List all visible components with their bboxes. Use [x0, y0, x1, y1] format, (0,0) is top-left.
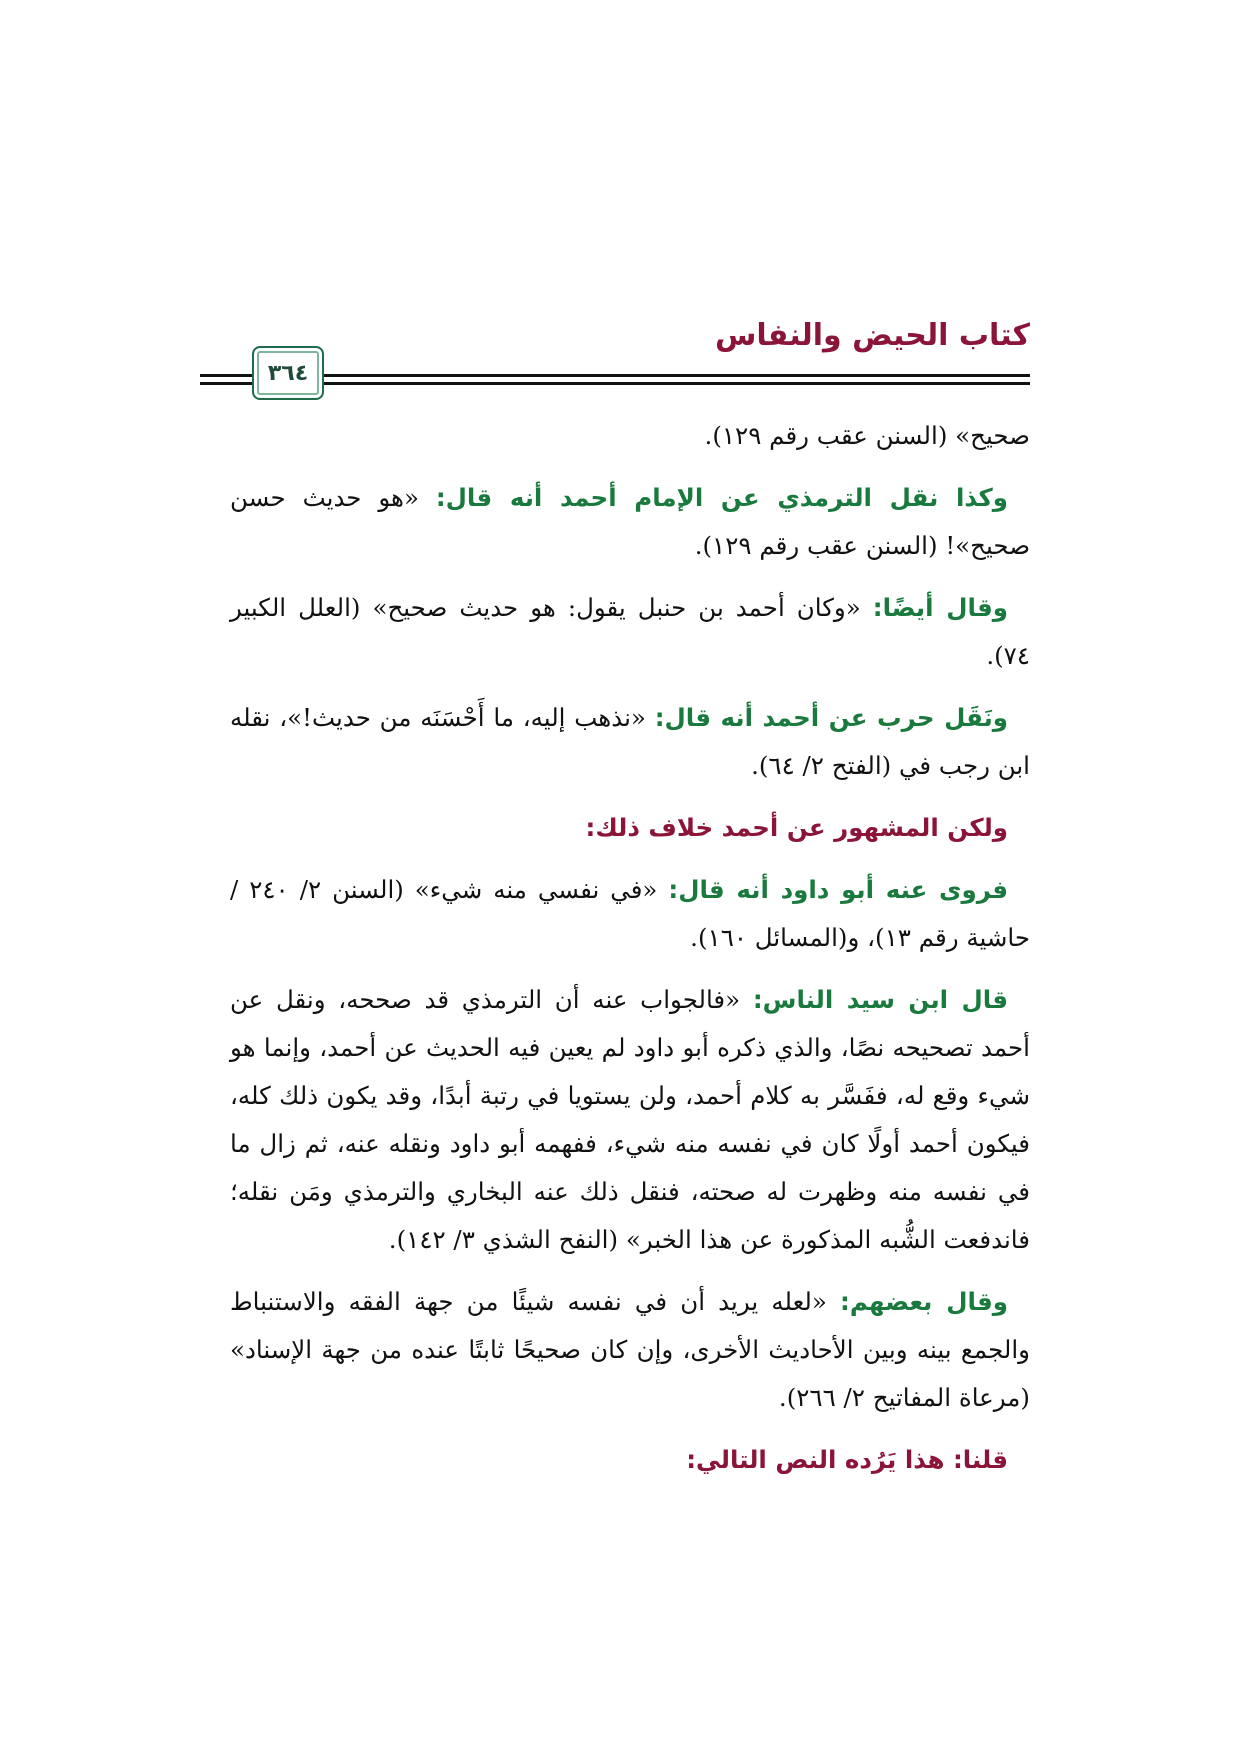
paragraph-text: «فالجواب عنه أن الترمذي قد صححه، ونقل عن أحمد تصحيحه نصًا، والذي ذكره أبو داود لم يعين فيه الحديث عن أحمد، وإنما هو شيء وقع له، ففَسَّر به كلام أحمد، ولن يستويا في رتبة أبدًا، وقد يكون ذلك كله، فيكون أحمد أولًا كان في نفسه منه شيء، ففهمه أبو داود ونقله عنه، ثم زال ما في نفسه منه وظهرت له صحته، فنقل ذلك عنه البخاري والترمذي ومَن نقله؛ فاندفعت الشُّبه المذكورة عن هذا الخبر» (النفح الشذي ٣/ ١٤٢).	[230, 985, 1030, 1254]
paragraph-lead: وقال بعضهم:	[840, 1287, 1008, 1316]
header-rule	[200, 382, 1030, 385]
paragraph-lead: فروى عنه أبو داود أنه قال:	[668, 875, 1009, 904]
paragraph	[230, 866, 1030, 962]
paragraph-text: «في نفسي منه شيء» (السنن ٢/ ٢٤٠ / حاشية رقم ١٣)، و(المسائل ١٦٠).	[230, 875, 1030, 952]
paragraph-text: «لعله يريد أن في نفسه شيئًا من جهة الفقه والاستنباط والجمع بينه وبين الأحاديث الأخرى، وإن كان صحيحًا ثابتًا عنده من جهة الإسناد» (مرعاة المفاتيح ٢/ ٢٦٦).	[230, 1287, 1030, 1412]
section-heading: ولكن المشهور عن أحمد خلاف ذلك:	[585, 813, 1008, 842]
paragraph-lead: قال ابن سيد الناس:	[752, 985, 1009, 1014]
running-title: كتاب الحيض والنفاس	[714, 318, 1030, 353]
paragraph-text: صحيح» (السنن عقب رقم ١٢٩).	[704, 421, 1030, 450]
paragraph	[230, 1278, 1030, 1422]
paragraph-text: «هو حديث حسن صحيح»! (السنن عقب رقم ١٢٩).	[230, 483, 1030, 560]
page-header	[200, 318, 1030, 390]
page-number: ٣٦٤	[267, 360, 309, 386]
page-body	[230, 412, 1030, 1498]
paragraph	[230, 976, 1030, 1264]
paragraph-text: «نذهب إليه، ما أَحْسَنَه من حديث!»، نقله ابن رجب في (الفتح ٢/ ٦٤).	[230, 703, 1030, 780]
paragraph	[230, 412, 1030, 460]
paragraph	[230, 474, 1030, 570]
header-rule	[200, 374, 1030, 377]
paragraph-lead: ونَقَل حرب عن أحمد أنه قال:	[654, 703, 1008, 732]
paragraph-text: «وكان أحمد بن حنبل يقول: هو حديث صحيح» (العلل الكبير ٧٤).	[230, 593, 1030, 670]
paragraph	[230, 694, 1030, 790]
paragraph-lead: وقال أيضًا:	[872, 593, 1008, 622]
paragraph-lead: وكذا نقل الترمذي عن الإمام أحمد أنه قال:	[435, 483, 1008, 512]
page-number-frame	[252, 346, 324, 400]
section-heading: قلنا: هذا يَرُده النص التالي:	[686, 1445, 1008, 1474]
paragraph	[230, 584, 1030, 680]
